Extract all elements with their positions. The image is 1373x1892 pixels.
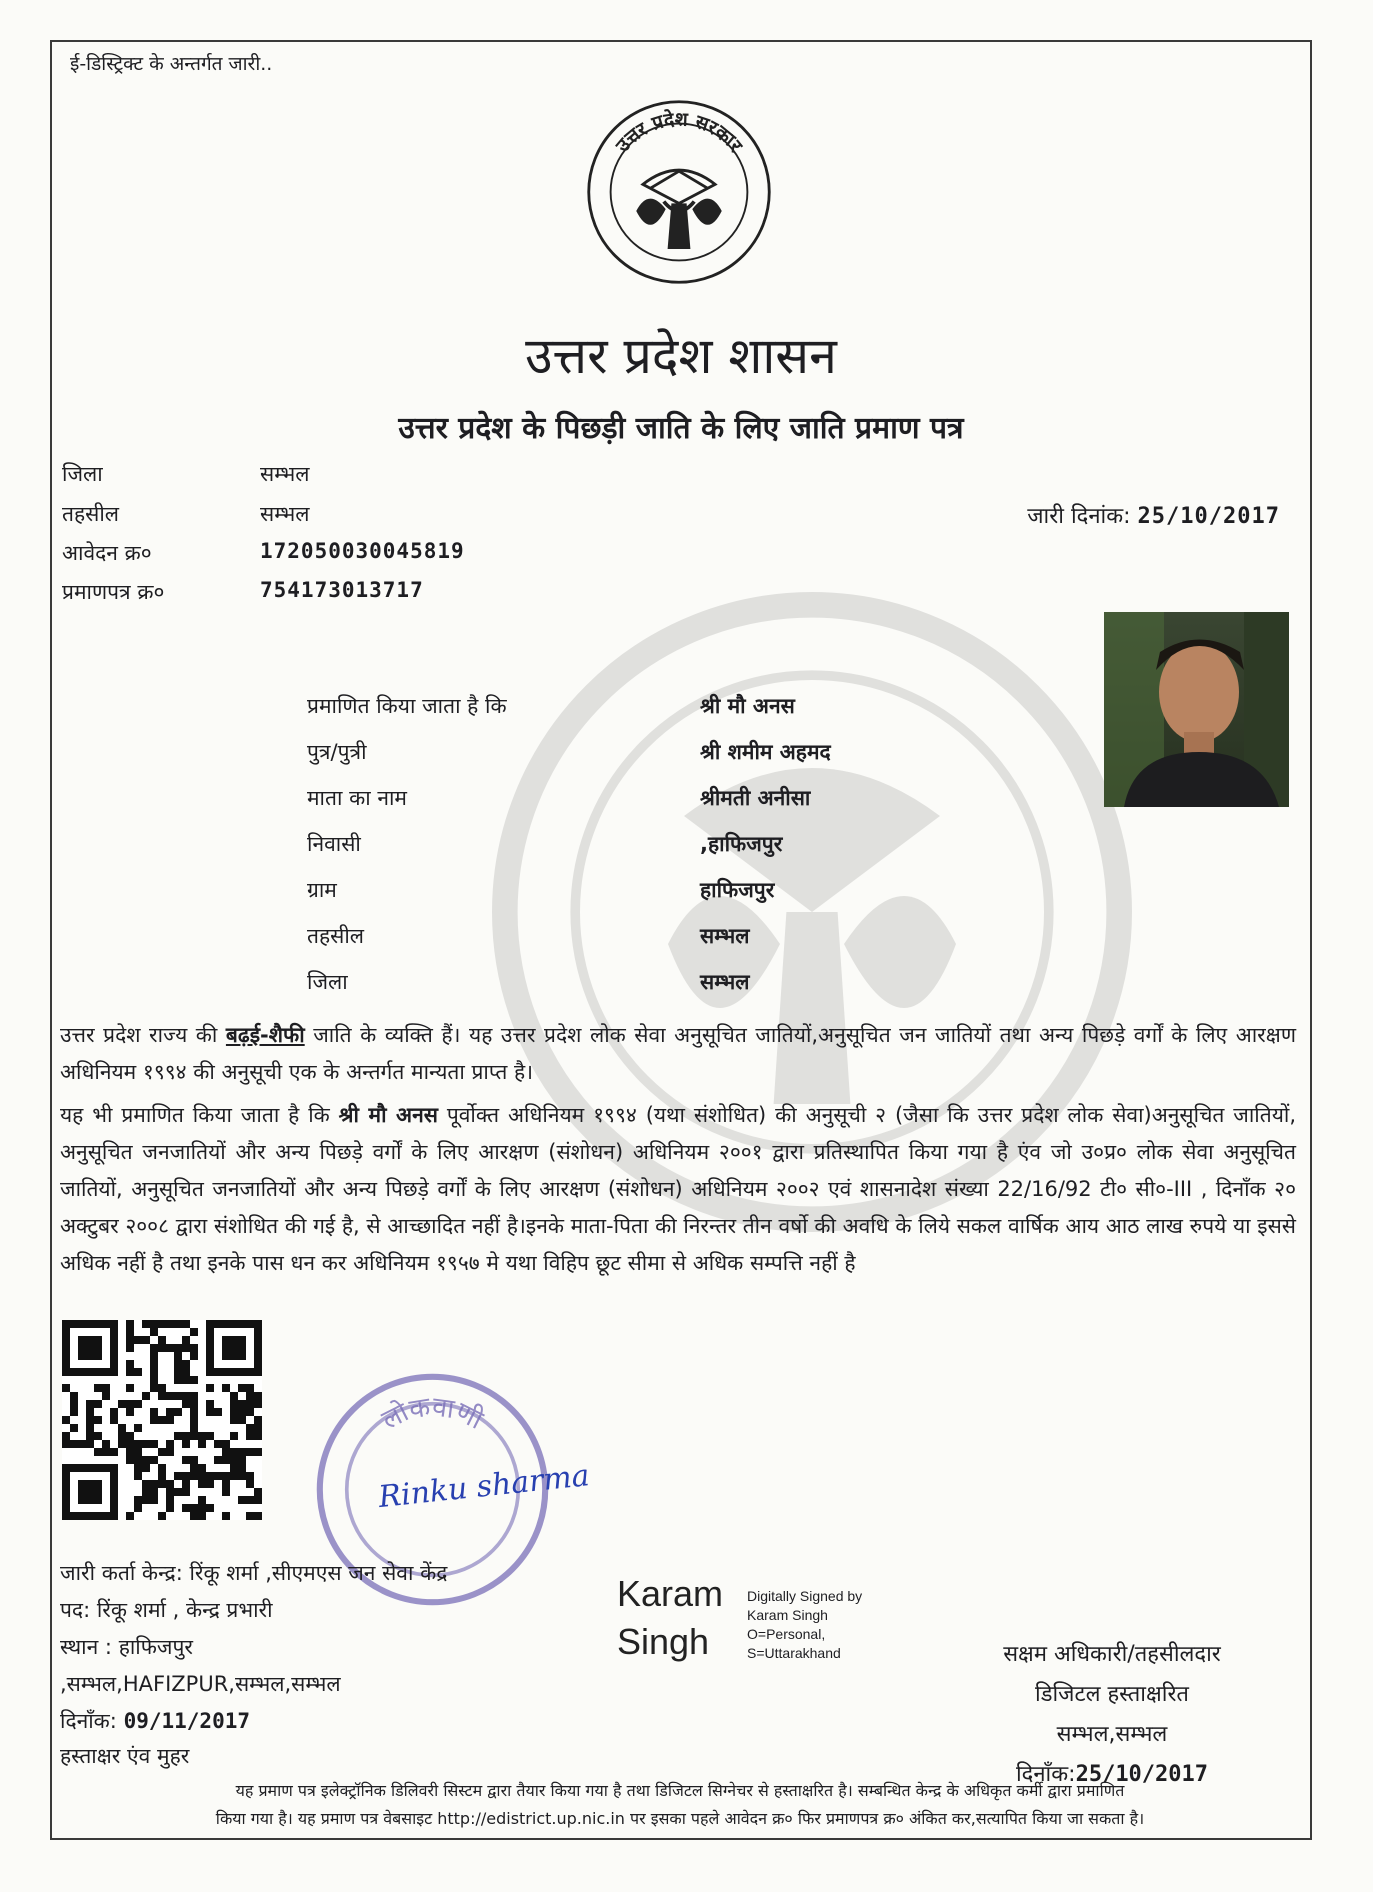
issuer-post: पद: रिंकू शर्मा , केन्द्र प्रभारी (60, 1598, 273, 1622)
application-number-value: 172050030045819 (260, 539, 465, 563)
qr-code-icon[interactable] (62, 1320, 262, 1520)
detail-label: माता का नाम (307, 786, 407, 810)
applicant-photo (1104, 612, 1289, 807)
certificate-number-label: प्रमाणपत्र क्र० (62, 580, 165, 604)
detail-value: ,हाफिजपुर (700, 832, 783, 856)
svg-text:उत्तर प्रदेश सरकार: उत्तर प्रदेश सरकार (611, 108, 747, 157)
up-government-emblem-icon (584, 97, 774, 287)
para2-text: यह भी प्रमाणित किया जाता है कि (60, 1103, 339, 1127)
certificate-number-value: 754173013717 (260, 578, 424, 602)
digital-signature-info (747, 1587, 862, 1663)
detail-value: श्री शमीम अहमद (700, 740, 831, 764)
footer-line-2 (60, 1805, 1300, 1833)
digsig-line: S=Uttarakhand (747, 1645, 841, 1661)
footer-line: यह प्रमाण पत्र इलेक्ट्रॉनिक डिलिवरी सिस्टम द्वारा तैयार किया गया है तथा डिजिटल सिग्नेचर से हस्ताक्षरित है। सम्बन्धित केन्द्र के अधिकृत कर्मी द्वारा प्रमाणित (235, 1781, 1125, 1800)
person-portrait-icon (1104, 612, 1289, 807)
detail-value: हाफिजपुर (700, 878, 775, 902)
para1-text: उत्तर प्रदेश राज्य की (60, 1023, 226, 1047)
verification-url-text[interactable]: किया गया है। यह प्रमाण पत्र वेबसाइट http://edistrict.up.nic.in पर इसका पहले आवेदन क्र० फिर प्रमाणपत्र क्र० अंकित कर,सत्यापित किया जा सकता है। (215, 1809, 1145, 1828)
application-number-label: आवेदन क्र० (62, 541, 152, 565)
issuer-date (60, 1707, 250, 1735)
detail-value: सम्भल (700, 924, 750, 948)
district-label: जिला (62, 462, 103, 486)
para2-text-rest: पूर्वोक्त अधिनियम १९९४ (यथा संशोधित) की अनुसूची २ (जैसा कि उत्तर प्रदेश लोक सेवा)अनुसूचित जातियों, अनुसूचित जनजातियों और अन्य पिछड़े वर्गों के लिए आरक्षण (संशोधन) अधिनियम २००१ द्वारा प्रतिस्थापित किया गया है एंव जो उ०प्र० लोक सेवा अनुसूचित जातियों, अनुसूचित जनजातियों और अन्य पिछड़े वर्गों के लिए आरक्षण (संशोधन) अधिनियम २००२ एवं शासनादेश संख्या 22/16/92 टी० सी०-III , दिनाँक २० अक्टुबर २००८ द्वारा संशोधित की गई है, से आच्छादित नहीं है।इनके माता-पिता की निरन्तर तीन वर्षो की अवधि के लिये सकल वार्षिक आय आठ लाख रुपये या इससे अधिक नहीं है तथा इनके पास धन कर अधिनियम १९५७ मे यथा विहिप छूट सीमा से अधिक सम्पत्ति नहीं है (60, 1103, 1296, 1275)
issuer-date-label: दिनाँक: (60, 1709, 124, 1733)
certificate-title: उत्तर प्रदेश के पिछड़ी जाति के लिए जाति प्रमाण पत्र (398, 411, 964, 446)
para1-text-rest: जाति के व्यक्ति हैं। यह उत्तर प्रदेश लोक सेवा अनुसूचित जातियों,अनुसूचित जन जातियों तथा अन्य पिछड़े वर्गों के लिए आरक्षण अधिनियम १९९४ की अनुसूची एक के अन्तर्गत मान्यता प्राप्त है। (60, 1023, 1296, 1084)
issuer-address: ,सम्भल,HAFIZPUR,सम्भल,सम्भल (60, 1672, 341, 1696)
certification-paragraph (60, 1097, 1296, 1282)
detail-label: ग्राम (307, 878, 337, 902)
issuer-place: स्थान : हाफिजपुर (60, 1635, 194, 1659)
footer-note (60, 1777, 1300, 1833)
issuer-sign-label: हस्ताक्षर एंव मुहर (60, 1744, 190, 1768)
issue-date (1027, 500, 1280, 530)
applicant-name: श्री मौ अनस (338, 1103, 438, 1127)
tehsil-label: तहसील (62, 502, 119, 526)
officer-location: सम्भल,सम्भल (1056, 1722, 1168, 1747)
detail-label: प्रमाणित किया जाता है कि (307, 694, 507, 718)
detail-value: सम्भल (700, 970, 750, 994)
detail-label: तहसील (307, 924, 364, 948)
top-note: ई-डिस्ट्रिक्ट के अन्तर्गत जारी.. (70, 53, 273, 75)
government-title: उत्तर प्रदेश शासन (525, 327, 837, 385)
issue-date-value: 25/10/2017 (1137, 504, 1280, 529)
svg-text:Rinku sharma: Rinku sharma (376, 1458, 592, 1516)
digsig-line: Karam Singh (747, 1607, 828, 1623)
svg-text:लोकवाणी: लोकवाणी (377, 1391, 488, 1436)
digsig-line: Digitally Signed by (747, 1588, 863, 1604)
digital-signer-first-name: Karam (617, 1573, 724, 1614)
digsig-line: O=Personal, (747, 1626, 826, 1642)
caste-paragraph (60, 1017, 1296, 1091)
detail-value: श्री मौ अनस (700, 694, 795, 718)
issue-date-label: जारी दिनांक: (1027, 504, 1131, 529)
district-value: सम्भल (260, 462, 310, 486)
officer-date-value: 25/10/2017 (1075, 1762, 1209, 1787)
detail-label: पुत्र/पुत्री (307, 740, 367, 764)
digital-signer-last-name: Singh (617, 1621, 710, 1662)
caste-name: बढ़ई-शैफी (225, 1023, 305, 1047)
issuer-date-value: 09/11/2017 (123, 1709, 250, 1733)
officer-title: सक्षम अधिकारी/तहसीलदार (1003, 1642, 1221, 1667)
officer-digital-signed: डिजिटल हस्ताक्षरित (1035, 1682, 1189, 1707)
detail-value: श्रीमती अनीसा (700, 786, 811, 810)
tehsil-value: सम्भल (260, 502, 310, 526)
handwritten-signature-icon (370, 1440, 620, 1530)
issuing-center: जारी कर्ता केन्द्र: रिंकू शर्मा ,सीएमएस जन सेवा केंद्र (60, 1561, 448, 1585)
detail-label: जिला (307, 970, 348, 994)
certificate-document (50, 40, 1312, 1840)
officer-date-label: दिनाँक: (1015, 1762, 1076, 1787)
detail-label: निवासी (307, 832, 361, 856)
